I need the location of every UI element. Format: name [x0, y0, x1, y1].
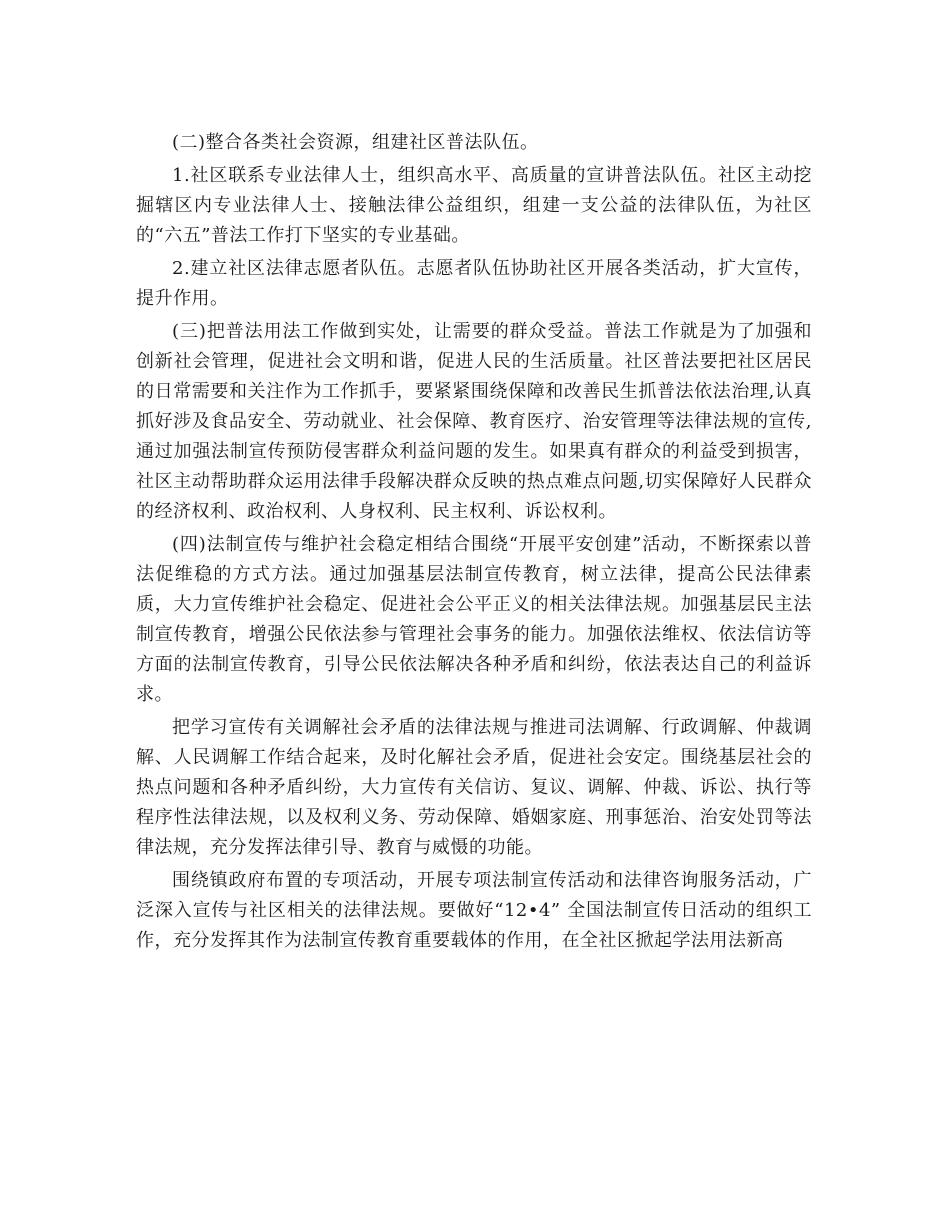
paragraph-mediation: 把学习宣传有关调解社会矛盾的法律法规与推进司法调解、行政调解、仲裁调解、人民调解工作结合起来，及时化解社会矛盾，促进社会安定。围绕基层社会的热点问题和各种矛盾纠纷，大力宣传有关信访、复议、调解、仲裁、诉讼、执行等程序性法律法规，以及权利义务、劳动保障、婚姻家庭、刑事惩治、治安处罚等法律法规，充分发挥法律引导、教育与威慑的功能。 — [136, 717, 812, 858]
paragraph-section-three: (三)把普法用法工作做到实处，让需要的群众受益。普法工作就是为了加强和创新社会管理，促进社会文明和谐，促进人民的生活质量。社区普法要把社区居民的日常需要和关注作为工作抓手，要紧紧围绕保障和改善民生抓普法依法治理,认真抓好涉及食品安全、劳动就业、社会保障、教育医疗、治安管理等法律法规的宣传,通过加强法制宣传预防侵害群众利益问题的发生。如果真有群众的利益受到损害，社区主动帮助群众运用法律手段解决群众反映的热点难点问题,切实保障好人民群众的经济权利、政治权利、人身权利、民主权利、诉讼权利。 — [136, 321, 812, 522]
paragraph-item-one: 1.社区联系专业法律人士，组织高水平、高质量的宣讲普法队伍。社区主动挖掘辖区内专业法律人士、接触法律公益组织，组建一支公益的法律队伍，为社区的“六五”普法工作打下坚实的专业基础。 — [136, 165, 812, 246]
document-body — [136, 128, 812, 956]
paragraph-section-four: (四)法制宣传与维护社会稳定相结合围绕“开展平安创建”活动，不断探索以普法促维稳的方式方法。通过加强基层法制宣传教育，树立法律，提高公民法律素质，大力宣传维护社会稳定、促进社会公平正义的相关法律法规。加强基层民主法制宣传教育，增强公民依法参与管理社会事务的能力。加强依法维权、依法信访等方面的法制宣传教育，引导公民依法解决各种矛盾和纠纷，依法表达自己的利益诉求。 — [136, 534, 812, 705]
paragraph-item-two: 2.建立社区法律志愿者队伍。志愿者队伍协助社区开展各类活动，扩大宣传，提升作用。 — [136, 258, 812, 309]
paragraph-special-activities: 围绕镇政府布置的专项活动，开展专项法制宣传活动和法律咨询服务活动，广泛深入宣传与社区相关的法律法规。要做好“12•4” 全国法制宣传日活动的组织工作，充分发挥其作为法制宣传教育重要载体的作用，在全社区掀起学法用法新高 — [136, 870, 812, 951]
paragraph-section-two-heading: (二)整合各类社会资源，组建社区普法队伍。 — [172, 132, 539, 153]
